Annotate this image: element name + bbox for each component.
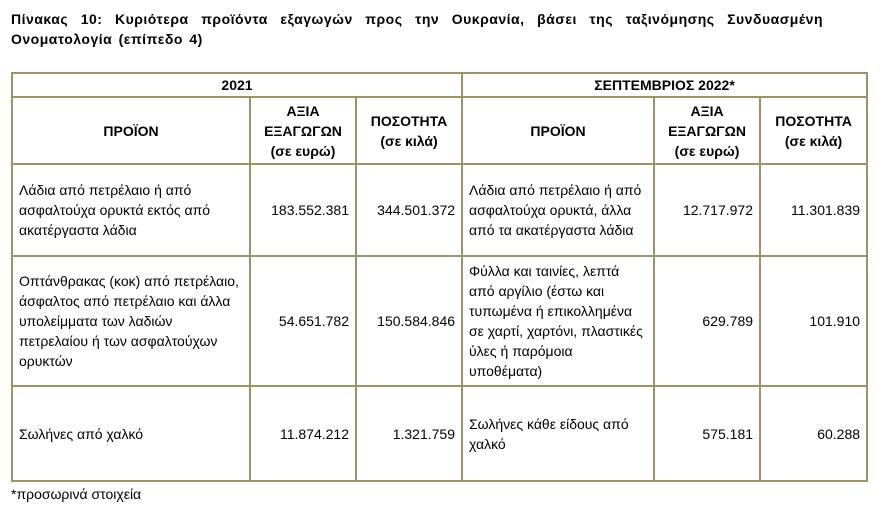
value-cell-2021: 11.874.212 <box>250 386 356 481</box>
table-row <box>12 386 867 481</box>
quantity-cell-2022: 60.288 <box>760 386 867 481</box>
quantity-cell-2021: 1.321.759 <box>356 386 462 481</box>
exports-table <box>11 72 868 482</box>
table-caption: Πίνακας 10: Κυριότερα προϊόντα εξαγωγών προς την Ουκρανία, βάσει της ταξινόμησης Συνδυασμένη Ονοματολογία (επίπεδο 4) <box>11 11 823 47</box>
value-cell-2022: 629.789 <box>654 256 760 386</box>
value-cell-2021: 54.651.782 <box>250 256 356 386</box>
table-row <box>12 256 867 386</box>
value-cell-2021: 183.552.381 <box>250 164 356 256</box>
col-header-value-2022: ΑΞΙΑ ΕΞΑΓΩΓΩΝ (σε ευρώ) <box>654 97 760 164</box>
quantity-cell-2021: 344.501.372 <box>356 164 462 256</box>
col-header-product-2022: ΠΡΟΪΟΝ <box>462 97 654 164</box>
quantity-cell-2022: 101.910 <box>760 256 867 386</box>
product-cell-2021: Οπτάνθρακας (κοκ) από πετρέλαιο, άσφαλτος από πετρέλαιο και άλλα υπολείμματα των λαδιών πετρελαίου ή των ασφαλτούχων ορυκτών <box>12 256 250 386</box>
quantity-cell-2021: 150.584.846 <box>356 256 462 386</box>
product-cell-2022: Λάδια από πετρέλαιο ή από ασφαλτούχα ορυκτά, άλλα από τα ακατέργαστα λάδια <box>462 164 654 256</box>
quantity-cell-2022: 11.301.839 <box>760 164 867 256</box>
product-cell-2022: Σωλήνες κάθε είδους από χαλκό <box>462 386 654 481</box>
col-header-quantity-2021: ΠΟΣΟΤΗΤΑ (σε κιλά) <box>356 97 462 164</box>
column-header-row <box>12 97 867 164</box>
product-cell-2021: Σωλήνες από χαλκό <box>12 386 250 481</box>
value-cell-2022: 575.181 <box>654 386 760 481</box>
table-row <box>12 164 867 256</box>
product-cell-2022: Φύλλα και ταινίες, λεπτά από αργίλιο (έστω και τυπωμένα ή επικολλημένα σε χαρτί, χαρτόνι, πλαστικές ύλες ή παρόμοια υποθέματα) <box>462 256 654 386</box>
period-header-2021: 2021 <box>12 73 462 97</box>
col-header-value-2021: ΑΞΙΑ ΕΞΑΓΩΓΩΝ (σε ευρώ) <box>250 97 356 164</box>
period-header-row <box>12 73 867 97</box>
footnote: *προσωρινά στοιχεία <box>11 486 142 502</box>
value-cell-2022: 12.717.972 <box>654 164 760 256</box>
period-header-sep-2022: ΣΕΠΤΕΜΒΡΙΟΣ 2022* <box>462 73 867 97</box>
col-header-quantity-2022: ΠΟΣΟΤΗΤΑ (σε κιλά) <box>760 97 867 164</box>
col-header-product-2021: ΠΡΟΪΟΝ <box>12 97 250 164</box>
product-cell-2021: Λάδια από πετρέλαιο ή από ασφαλτούχα ορυκτά εκτός από ακατέργαστα λάδια <box>12 164 250 256</box>
